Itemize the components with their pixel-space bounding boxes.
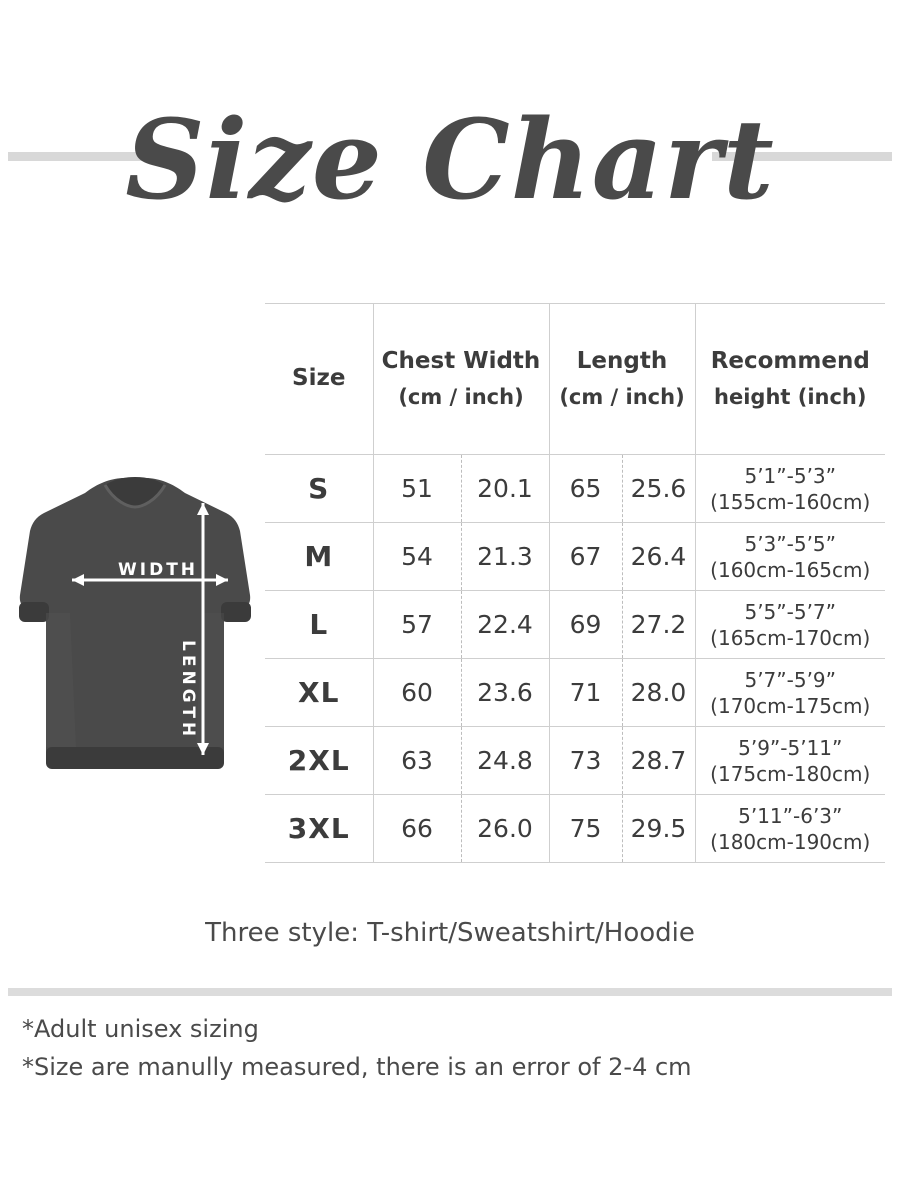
cell-length-cm: 65 xyxy=(549,455,622,523)
cell-length-cm: 67 xyxy=(549,523,622,591)
cell-chest-inch: 22.4 xyxy=(461,591,549,659)
cell-chest-cm: 63 xyxy=(373,727,461,795)
style-line: Three style: T-shirt/Sweatshirt/Hoodie xyxy=(205,918,695,948)
recommend-height-inch: 5’1”-5’3” xyxy=(744,463,837,488)
cell-chest-cm: 57 xyxy=(373,591,461,659)
cell-recommend-height xyxy=(695,727,885,795)
header-length-unit: (cm / inch) xyxy=(559,385,685,410)
cell-length-inch: 28.7 xyxy=(622,727,695,795)
note-item: *Adult unisex sizing xyxy=(22,1015,259,1043)
cell-recommend-height xyxy=(695,591,885,659)
cell-size: 3XL xyxy=(265,795,373,863)
table-row xyxy=(265,523,885,591)
note-item: *Size are manully measured, there is an error of 2-4 cm xyxy=(22,1053,692,1082)
cell-chest-cm: 54 xyxy=(373,523,461,591)
cell-chest-inch: 23.6 xyxy=(461,659,549,727)
cell-length-inch: 25.6 xyxy=(622,455,695,523)
table-row xyxy=(265,795,885,863)
cell-length-cm: 73 xyxy=(549,727,622,795)
cell-size: 2XL xyxy=(265,727,373,795)
cell-size: XL xyxy=(265,659,373,727)
sweatshirt-illustration xyxy=(10,455,260,795)
header-length xyxy=(549,304,695,455)
table-row xyxy=(265,727,885,795)
header-chest-width-text: Chest Width xyxy=(381,348,541,375)
cell-length-inch: 27.2 xyxy=(622,591,695,659)
sweatshirt-graphic xyxy=(10,455,260,795)
width-label: WIDTH xyxy=(118,560,199,580)
notes-block xyxy=(22,1010,882,1087)
cell-chest-inch: 26.0 xyxy=(461,795,549,863)
cell-chest-inch: 20.1 xyxy=(461,455,549,523)
header-recommend-height xyxy=(695,304,885,455)
header-row xyxy=(265,304,885,455)
cell-recommend-height xyxy=(695,795,885,863)
title-block xyxy=(0,60,900,260)
recommend-height-cm: (165cm-170cm) xyxy=(710,625,871,650)
recommend-height-inch: 5’7”-5’9” xyxy=(744,667,837,692)
header-recommend-text: Recommend xyxy=(710,348,870,375)
recommend-height-cm: (160cm-165cm) xyxy=(710,557,871,582)
header-chest-width-unit: (cm / inch) xyxy=(398,385,524,410)
header-chest-width xyxy=(373,304,549,455)
header-recommend-unit: height (inch) xyxy=(714,385,867,410)
recommend-height-inch: 5’11”-6’3” xyxy=(738,803,843,828)
cell-chest-cm: 51 xyxy=(373,455,461,523)
cell-size: L xyxy=(265,591,373,659)
cell-length-inch: 29.5 xyxy=(622,795,695,863)
cell-chest-inch: 24.8 xyxy=(461,727,549,795)
header-size: Size xyxy=(265,304,373,455)
cell-recommend-height xyxy=(695,455,885,523)
recommend-height-cm: (180cm-190cm) xyxy=(710,829,871,854)
length-label: LENGTH xyxy=(178,640,198,741)
cell-length-cm: 69 xyxy=(549,591,622,659)
cell-size: S xyxy=(265,455,373,523)
recommend-height-inch: 5’5”-5’7” xyxy=(744,599,837,624)
recommend-height-cm: (170cm-175cm) xyxy=(710,693,871,718)
cell-chest-cm: 60 xyxy=(373,659,461,727)
page-title: Size Chart xyxy=(125,95,775,224)
cell-length-cm: 71 xyxy=(549,659,622,727)
table-header xyxy=(265,304,885,455)
cell-chest-cm: 66 xyxy=(373,795,461,863)
cell-recommend-height xyxy=(695,659,885,727)
recommend-height-cm: (155cm-160cm) xyxy=(710,489,871,514)
cell-size: M xyxy=(265,523,373,591)
table-body xyxy=(265,455,885,863)
cell-chest-inch: 21.3 xyxy=(461,523,549,591)
cell-length-inch: 28.0 xyxy=(622,659,695,727)
header-length-text: Length xyxy=(576,348,668,375)
cell-recommend-height xyxy=(695,523,885,591)
table-row xyxy=(265,455,885,523)
table-row xyxy=(265,591,885,659)
recommend-height-cm: (175cm-180cm) xyxy=(710,761,871,786)
recommend-height-inch: 5’3”-5’5” xyxy=(744,531,837,556)
size-table-wrapper xyxy=(265,303,885,863)
cell-length-cm: 75 xyxy=(549,795,622,863)
cell-length-inch: 26.4 xyxy=(622,523,695,591)
size-table xyxy=(265,303,885,863)
bottom-divider xyxy=(8,988,892,996)
table-row xyxy=(265,659,885,727)
recommend-height-inch: 5’9”-5’11” xyxy=(738,735,843,760)
